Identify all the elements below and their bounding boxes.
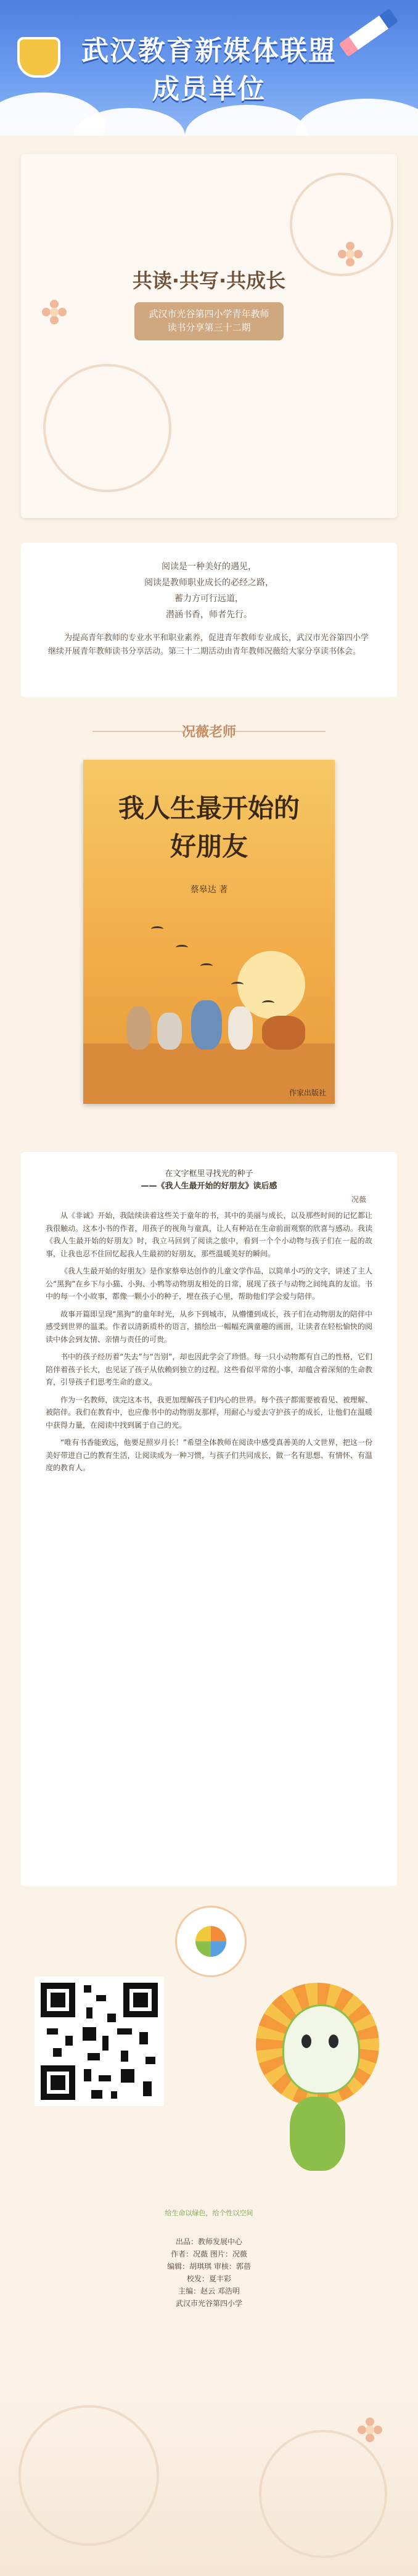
credits: [0, 2236, 418, 2310]
event-badge: [134, 302, 284, 340]
poem-line: 潜涵书香，师者先行。: [166, 610, 252, 620]
school-logo: [175, 1906, 247, 1977]
book-publisher: 作家出版社: [289, 1088, 326, 1097]
intro-poem: [21, 559, 397, 623]
credit-line: 主编：赵云 邓浩明: [178, 2287, 240, 2295]
book-title-line2: 好朋友: [170, 831, 248, 862]
bird-icon: [262, 1000, 274, 1006]
rabbit-icon: [157, 1013, 182, 1050]
poem-line: 蓄力方可行远道，: [174, 594, 244, 604]
credit-line: 出品：教师发展中心: [175, 2237, 242, 2246]
banner-title-line2: 成员单位: [152, 73, 266, 105]
flower-icon: [338, 242, 363, 266]
duck-icon: [228, 1006, 253, 1050]
bird-icon: [200, 963, 213, 969]
credit-line: 校发：夏丰彩: [186, 2274, 231, 2283]
article-paragraph: 《我人生最开始的好朋友》是作家蔡皋达创作的儿童文学作品，以简单小巧的文字，讲述了主人公“黑狗”在乡下与小猫、小狗、小鸭等动物朋友相处的日常，展现了孩子与动物之间纯真的友谊。书中的每一个小故事，都像一颗小小的种子，埋在孩子心里，帮助他们学会爱与陪伴。: [46, 1267, 372, 1301]
hen-icon: [262, 1016, 305, 1050]
child-icon: [191, 1000, 222, 1050]
credit-line: 编辑：胡琪琪 审核：郭蓓: [167, 2262, 251, 2271]
poem-line: 阅读是教师职业成长的必经之路，: [144, 578, 274, 588]
book-author: 蔡皋达 著: [190, 885, 228, 895]
swirl-decoration: [43, 364, 171, 492]
qr-code[interactable]: [35, 1977, 164, 2106]
badge-line2: 读书分享第三十二期: [167, 322, 251, 333]
article-paragraph: “唯有书香能致远，他要足照岁月长！”希望全体教师在阅读中感受真善美的人文世界，把这一份美好带进自己的教育生活，让阅读成为一种习惯，与孩子们共同成长，做一名有思想、有情怀、有温度的教育人。: [46, 1438, 372, 1472]
poem-line: 阅读是一种美好的遇见，: [162, 562, 256, 572]
cloud-decoration: [185, 105, 308, 136]
article-subtitle: ——《我人生最开始的好朋友》读后感: [141, 1182, 277, 1191]
mascot-face: [282, 2004, 360, 2094]
article-paragraph: 书中的孩子经历着“失去”与“告别”，却也因此学会了珍惜。每一只小动物都有自己的性格，它们陪伴着孩子长大，也见证了孩子从依赖到独立的过程。这些看似平常的小事，却蕴含着深刻的生命教育，引导孩子们思考生命的意义。: [46, 1352, 372, 1386]
bird-icon: [151, 926, 163, 932]
badge-line1: 武汉市光谷第四小学青年教师: [149, 308, 269, 319]
article-title: 在文字框里寻找光的种子: [165, 1169, 253, 1179]
credit-line: 武汉市光谷第四小学: [175, 2299, 242, 2308]
intro-paragraph: 为提高青年教师的专业水平和职业素养，促进青年教师专业成长，武汉市光谷第四小学继续开展青年教师读书分享活动。第三十二期活动由青年教师况薇给大家分享读书体会。: [48, 633, 369, 656]
school-slogan: 给生命以绿色，给个性以空间: [165, 2209, 253, 2217]
banner-title-line1: 武汉教育新媒体联盟: [81, 35, 337, 67]
article-author: 况薇: [351, 1195, 366, 1204]
article-body: [21, 1152, 397, 1886]
header-banner: [0, 0, 418, 136]
mascot-body-icon: [290, 2097, 345, 2171]
credit-line: 作者：况薇 图片：况薇: [171, 2250, 247, 2258]
book-cover: [83, 760, 335, 1104]
book-title-line1: 我人生最开始的: [118, 793, 300, 823]
bird-icon: [176, 945, 188, 950]
article-paragraph: 故事开篇即呈现“黑狗”的童年时光，从乡下到城市，从懵懂到成长，孩子们在动物朋友的陪伴中感受到世界的温柔。作者以清新质朴的语言，描绘出一幅幅充满童趣的画面，让读者在轻松愉快的阅读中体会到友情、亲情与责任的可贵。: [46, 1309, 372, 1344]
article-paragraph: 从《非诚》开始，我陆续读着这些关于童年的书，其中的美丽与成长，以及那些时间的记忆都让我很触动。这本小书的作者，用孩子的视角与童真，让人有种站在生命前面观察的欣喜与感动。我读《我人生最开始的好朋友》时，我立马回到了阅读之旅中，看到一个个小动物与孩子们在一起的故事，让我也忍不住回忆起我人生最初的好朋友，那些温暖美好的瞬间。: [46, 1211, 372, 1258]
rabbit-icon: [126, 1006, 151, 1050]
footer-decoration: [0, 2381, 418, 2576]
article-paragraph: 作为一名教师，读完这本书，我更加理解孩子们内心的世界。每个孩子都需要被看见、被理解、被陪伴。我们在教育中，也应像书中的动物朋友那样，用耐心与爱去守护孩子的成长，让他们在温暖中获得力量，在阅读中找到属于自己的光。: [46, 1395, 372, 1430]
logo-emblem-icon: [195, 1926, 226, 1957]
page-title: 共读·共写·共成长: [132, 269, 286, 292]
intro-section: [21, 543, 397, 697]
flower-icon: [42, 300, 67, 324]
flower-icon: [358, 2418, 382, 2442]
teacher-name: 况薇老师: [181, 725, 236, 740]
bird-icon: [231, 982, 244, 987]
